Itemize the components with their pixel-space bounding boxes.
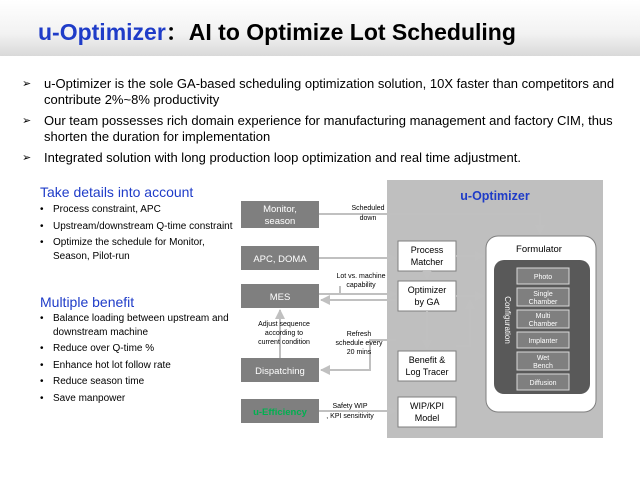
mes-label: MES <box>269 292 291 303</box>
wip-model-label: WIP/KPI <box>409 401 445 411</box>
label-refresh: 20 mins <box>346 349 372 356</box>
chamber-label: Chamber <box>528 321 558 328</box>
process-matcher-label: Process <box>410 245 444 255</box>
chamber-label: Implanter <box>528 338 558 345</box>
arrow-bullet-icon: ➢ <box>22 78 32 90</box>
key-point-text: u-Optimizer is the sole GA-based scheduling optimization solution, 10X faster than competitors and contribute 2%~8% productivity <box>44 76 615 107</box>
label-lot-capability: capability <box>346 282 376 289</box>
optimizer-ga-label: by GA <box>414 297 440 307</box>
configuration-label: Configuration <box>503 296 512 344</box>
uefficiency-label: u-Efficiency <box>253 407 307 418</box>
benefit-item: • Save manpower <box>40 392 235 406</box>
label-refresh: Refresh <box>346 331 372 338</box>
chamber-label: Wet <box>536 355 550 362</box>
benefit-item: • Enhance hot lot follow rate <box>40 359 235 373</box>
key-point-text: Our team possesses rich domain experience for manufacturing management and factory CIM, thus shorten the duration for implementation <box>44 113 613 144</box>
wip-model-label: Model <box>414 413 440 423</box>
chamber-label: Bench <box>533 363 553 370</box>
benefit-item: • Reduce over Q-time % <box>40 342 235 356</box>
apc-doma-label: APC, DOMA <box>253 254 307 265</box>
benefit-tracer-label: Benefit & <box>408 355 446 365</box>
title-brand: u-Optimizer <box>38 19 166 45</box>
title-rest: AI to Optimize Lot Scheduling <box>188 19 516 45</box>
connector-labels <box>258 205 385 420</box>
optimizer-ga-label: Optimizer <box>407 285 447 295</box>
label-scheduled: Scheduled <box>351 205 385 212</box>
chamber-label: Photo <box>533 274 553 281</box>
chamber-label: Diffusion <box>529 380 557 387</box>
arrow-bullet-icon: ➢ <box>22 115 32 127</box>
label-scheduled: down <box>359 215 377 222</box>
formulator-label: Formulator <box>516 244 562 255</box>
benefit-heading: Multiple benefit <box>40 294 135 310</box>
chamber-label: Single <box>533 291 553 298</box>
label-adjust: Adjust sequence <box>258 321 310 328</box>
benefit-item: • Reduce season time <box>40 375 235 389</box>
benefit-tracer-label: Log Tracer <box>405 367 449 377</box>
optimizer-panel-title: u-Optimizer <box>460 189 530 203</box>
label-adjust: current condition <box>258 339 310 346</box>
label-adjust: according to <box>264 330 304 337</box>
chamber-label: Multi <box>535 313 551 320</box>
label-safety: , KPI sensitivity <box>326 413 374 420</box>
details-item: • Upstream/downstream Q-time constraint <box>40 220 235 234</box>
monitor-label: Monitor, <box>263 204 297 215</box>
dispatching-label: Dispatching <box>255 366 305 377</box>
details-heading: Take details into account <box>40 184 194 200</box>
label-refresh: schedule every <box>335 340 383 347</box>
details-item: • Optimize the schedule for Monitor, Season, Pilot-run <box>40 236 235 263</box>
key-point-text: Integrated solution with long production loop optimization and real time adjustment. <box>44 150 521 165</box>
title-separator: ： <box>165 19 189 45</box>
label-lot-capability: Lot vs. machine <box>336 273 386 280</box>
details-item: • Process constraint, APC <box>40 203 235 217</box>
monitor-label: season <box>264 216 296 227</box>
arrow-bullet-icon: ➢ <box>22 152 32 164</box>
process-matcher-label: Matcher <box>410 257 444 267</box>
label-safety: Safety WIP <box>332 403 368 410</box>
chamber-label: Chamber <box>528 299 558 306</box>
benefit-item: • Balance loading between upstream and downstream machine <box>40 312 235 339</box>
